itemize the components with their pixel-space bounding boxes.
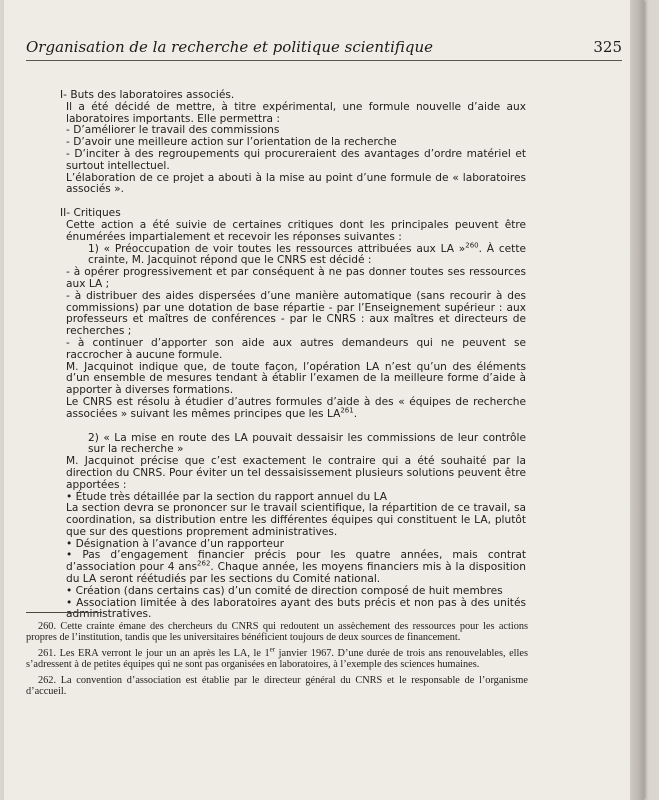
footnote-260: 260. Cette crainte émane des chercheurs du CNRS qui redoutent un assèchement des ressources pour les actions propres de l’institution, tandis que les universitaires bénéficient toujours de deux sources de financement.	[26, 621, 528, 644]
bullet-item: • Étude très détaillée par la section du rapport annuel du LA	[66, 490, 387, 503]
footnote-261-b: janvier 1967. D’une durée de trois ans renouvelables, elles s’adressent à de petites équipes qui ne sont pas organisées en laboratoires, à l’exemple des sciences humaines.	[26, 647, 528, 671]
critique-1-item: - à distribuer des aides dispersées d’une manière automatique (sans recourir à des commissions) par une dotation de base répartie - par l’Enseignement supérieur : aux professeurs et maîtres de conférences - par le CNRS : aux maîtres et directeurs de recherches ;	[66, 289, 526, 338]
bullet-item: • Création (dans certains cas) d’un comité de direction composé de huit membres	[66, 584, 503, 597]
bullet-3-text: • Pas d’engagement financier précis pour les quatre années, mais contrat d’association pour 4 ans	[66, 549, 526, 574]
footnote-ref-261: 261	[340, 406, 354, 415]
paragraph-cnrs	[60, 397, 526, 421]
footnote-261	[26, 645, 528, 671]
bullet-item: • Association limitée à des laboratoires ayant des buts précis et non pas à des unités administratives.	[66, 596, 526, 621]
section1-intro: Il a été décidé de mettre, à titre expérimental, une formule nouvelle d’aide aux laboratoires importants. Elle permettra :	[66, 100, 526, 125]
bullet-item: • Désignation à l’avance d’un rapporteur	[66, 537, 284, 550]
paragraph-section: La section devra se prononcer sur le travail scientifique, la répartition de ce travail, sa coordination, sa distribution entre les différentes équipes qui constituent le LA, plutôt que sur des questions proprement administratives.	[66, 502, 526, 538]
footnote-262: 262. La convention d’association est établie par le directeur général du CNRS et le responsable de l’organisme d’accueil.	[26, 674, 528, 698]
footnote-261-sup: er	[269, 645, 276, 654]
section1-item: - D’améliorer le travail des commissions	[66, 124, 280, 137]
paragraph-cnrs-text: Le CNRS est résolu à étudier d’autres formules d’aide à des « équipes de recherche associées » suivant les mêmes principes que les LA	[66, 395, 526, 420]
main-text	[60, 90, 526, 621]
page-edge	[630, 0, 644, 800]
footnote-261-a: 261. Les ERA verront le jour un an après les LA, le 1	[38, 647, 270, 659]
paragraph-cnrs-after: .	[353, 407, 358, 420]
bullet-item	[60, 550, 526, 585]
book-page	[4, 0, 644, 800]
critique-1-item: - à continuer d’apporter son aide aux autres demandeurs qui ne peuvent se raccrocher à aucune formule.	[66, 336, 526, 361]
footnote-rule	[26, 612, 102, 613]
critique-2: 2) « La mise en route des LA pouvait dessaisir les commissions de leur contrôle sur la recherche »	[88, 431, 526, 456]
section1-item: - D’inciter à des regroupements qui procureraient des avantages d’ordre matériel et surtout intellectuel.	[66, 147, 526, 172]
critique-1	[60, 241, 526, 268]
footnotes	[26, 621, 528, 701]
bullet-3-after: . Chaque année, les moyens financiers mis à la disposition du LA seront réétudiés par les sections du Comité national.	[66, 561, 526, 586]
section1-conclusion: L’élaboration de ce projet a abouti à la mise au point d’une formule de « laboratoires associés ».	[66, 171, 526, 196]
section2-heading: II- Critiques	[60, 207, 121, 220]
section1-heading: I- Buts des laboratoires associés.	[60, 89, 235, 101]
paragraph-jacquinot: M. Jacquinot indique que, de toute façon, l’opération LA n’est qu’un des éléments d’un ensemble de mesures tendant à établir l’examen de la meilleure forme d’aide à apporter à diverses formations.	[66, 360, 526, 397]
section2-intro: Cette action a été suivie de certaines critiques dont les principales peuvent être énumérées impartialement et recevoir les réponses suivantes :	[66, 218, 526, 243]
page-number: 325	[593, 38, 622, 56]
footnote-ref-262: 262	[197, 559, 211, 568]
critique-1-text: 1) « Préoccupation de voir toutes les ressources attribuées aux LA »	[88, 242, 466, 255]
critique-1-after: . À cette crainte, M. Jacquinot répond que le CNRS est décidé :	[88, 242, 526, 267]
critique-2-reply: M. Jacquinot précise que c’est exactement le contraire qui a été souhaité par la direction du CNRS. Pour éviter un tel dessaisissement plusieurs solutions peuvent être apportées :	[66, 455, 526, 491]
footnote-ref-260: 260	[465, 241, 479, 250]
page-header	[26, 38, 622, 61]
running-title: Organisation de la recherche et politique scientifique	[26, 38, 434, 56]
section1-item: - D’avoir une meilleure action sur l’orientation de la recherche	[66, 136, 397, 149]
critique-1-item: - à opérer progressivement et par conséquent à ne pas donner toutes ses ressources aux LA ;	[66, 266, 526, 290]
